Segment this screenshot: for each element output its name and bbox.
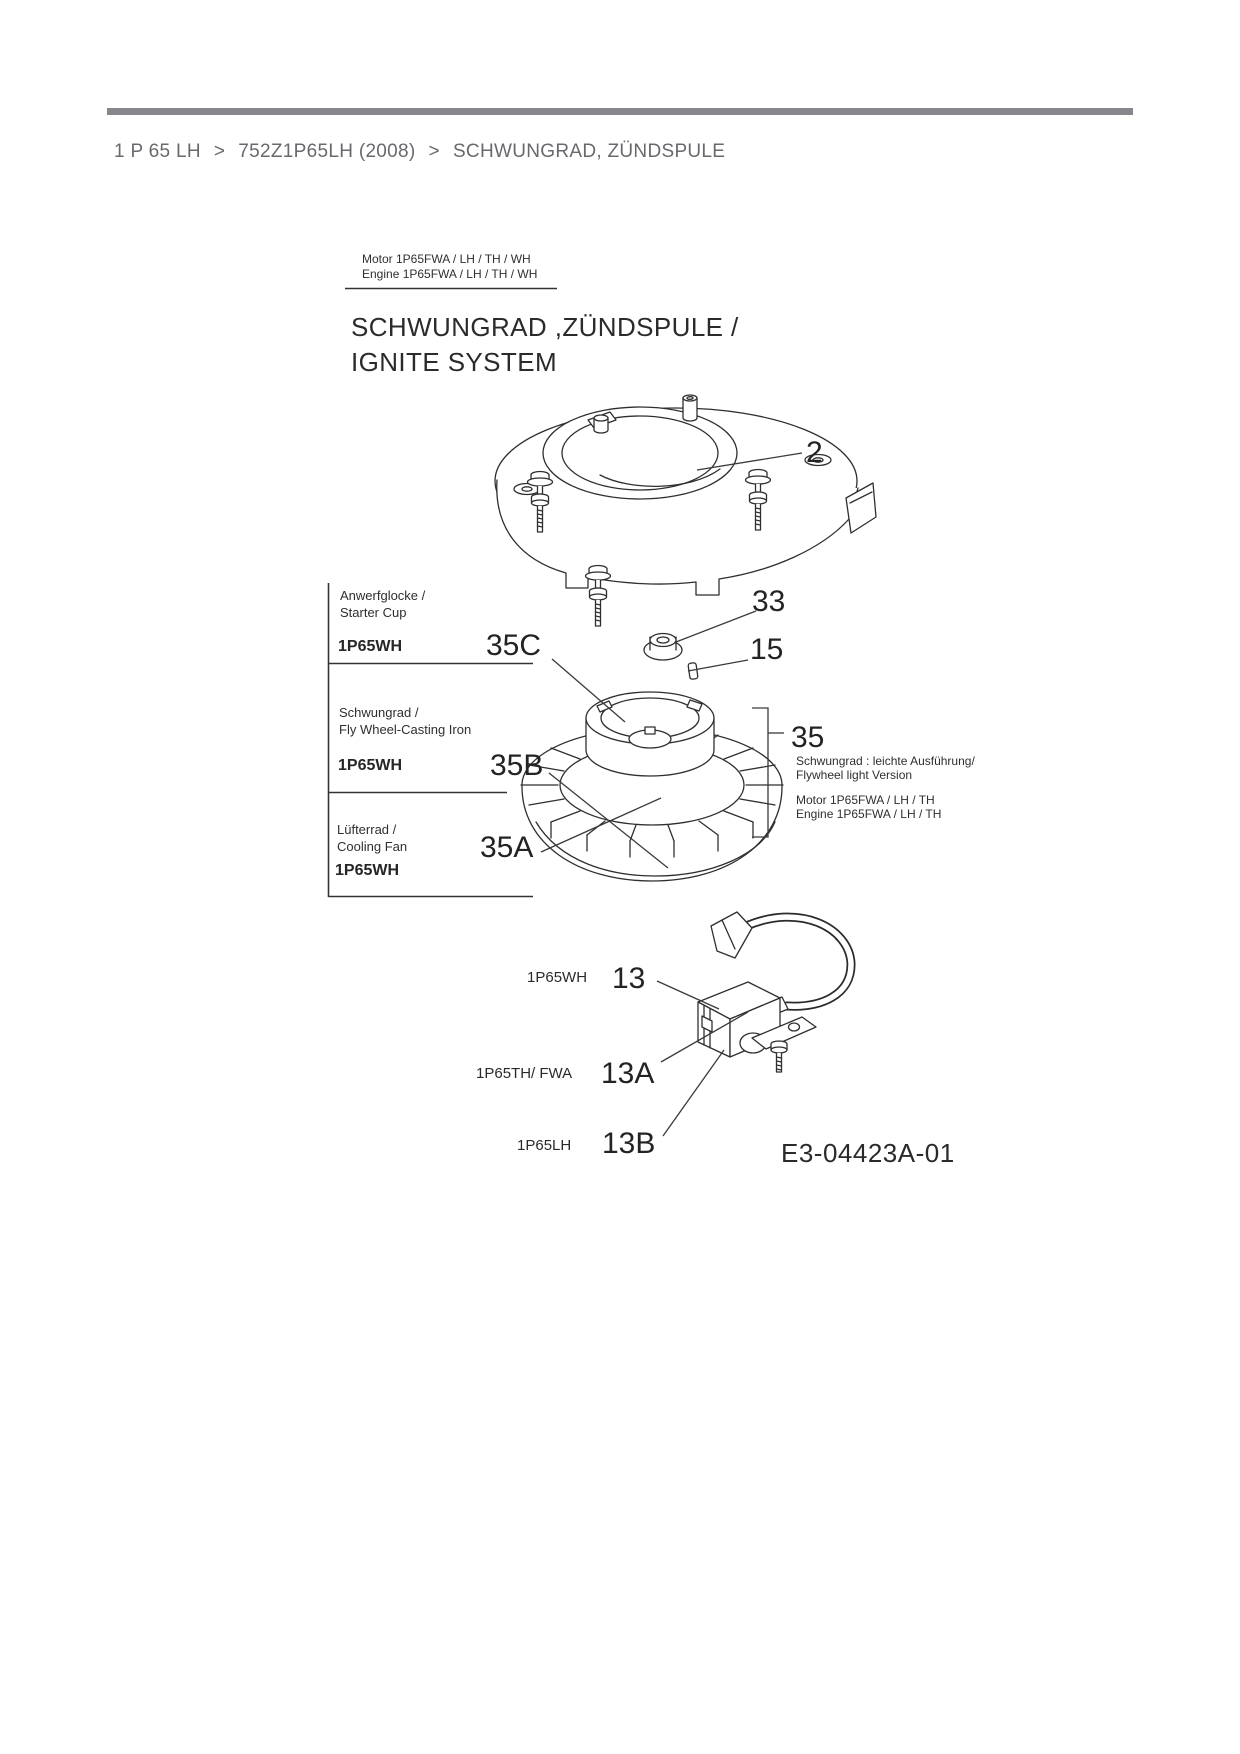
callout-13B: 13B [602,1127,656,1160]
note-line-motor: Motor 1P65FWA / LH / TH [796,793,935,807]
figure-title-de: SCHWUNGRAD ,ZÜNDSPULE / [351,312,739,342]
part-box-flywheel-name [339,704,471,738]
figure-title [351,310,739,380]
engine-variant-header [362,252,537,282]
breadcrumb-separator: > [428,141,440,162]
engine-variant-motor-line: Motor 1P65FWA / LH / TH / WH [362,252,531,266]
callout-13A: 13A [601,1057,655,1090]
note-line-engine: Engine 1P65FWA / LH / TH [796,807,942,821]
flange-nut-drawing [644,634,682,661]
coil-variant-engine-13A: 1P65TH/ FWA [476,1065,573,1082]
callout-15: 15 [750,633,784,666]
flywheel-drawing [521,692,783,881]
part-box-flywheel-engine: 1P65WH [338,757,403,774]
callout-35B: 35B [490,749,544,782]
breadcrumb-item-model[interactable]: 1 P 65 LH [114,141,201,162]
note-line-de: Schwungrad : leichte Ausführung/ [796,754,975,768]
breadcrumb-separator: > [213,141,226,162]
figure-title-en: IGNITE SYSTEM [351,347,558,377]
part-name-en: Fly Wheel-Casting Iron [339,722,472,737]
part-name-en: Cooling Fan [337,839,408,854]
coil-variant-engine-13B: 1P65LH [517,1137,572,1154]
callout-2: 2 [806,436,823,469]
callout-35A: 35A [480,831,534,864]
note-line-en: Flywheel light Version [796,768,913,782]
coil-variant-engine-13: 1P65WH [527,969,588,986]
callout-33: 33 [752,585,786,618]
callout-13: 13 [612,962,646,995]
part-name-de: Schwungrad / [339,705,419,720]
blower-housing-drawing [495,395,876,595]
drawing-number: E3-04423A-01 [781,1138,955,1168]
part-box-starter-cup-engine: 1P65WH [338,638,403,655]
breadcrumb-item-serial[interactable]: 752Z1P65LH (2008) [238,141,416,162]
part-box-cooling-fan-name [337,821,407,855]
engine-variant-engine-line: Engine 1P65FWA / LH / TH / WH [362,267,538,281]
flywheel-variant-note [796,754,975,821]
breadcrumb-item-current: SCHWUNGRAD, ZÜNDSPULE [452,141,726,162]
ignition-coil-drawing [698,912,851,1072]
callout-35: 35 [791,721,825,754]
part-name-en: Starter Cup [340,605,407,620]
callout-35C: 35C [486,629,542,662]
part-name-de: Lüfterrad / [337,822,397,837]
part-box-starter-cup-name [340,587,425,621]
part-box-cooling-fan-engine: 1P65WH [335,862,400,879]
part-name-de: Anwerfglocke / [340,588,426,603]
